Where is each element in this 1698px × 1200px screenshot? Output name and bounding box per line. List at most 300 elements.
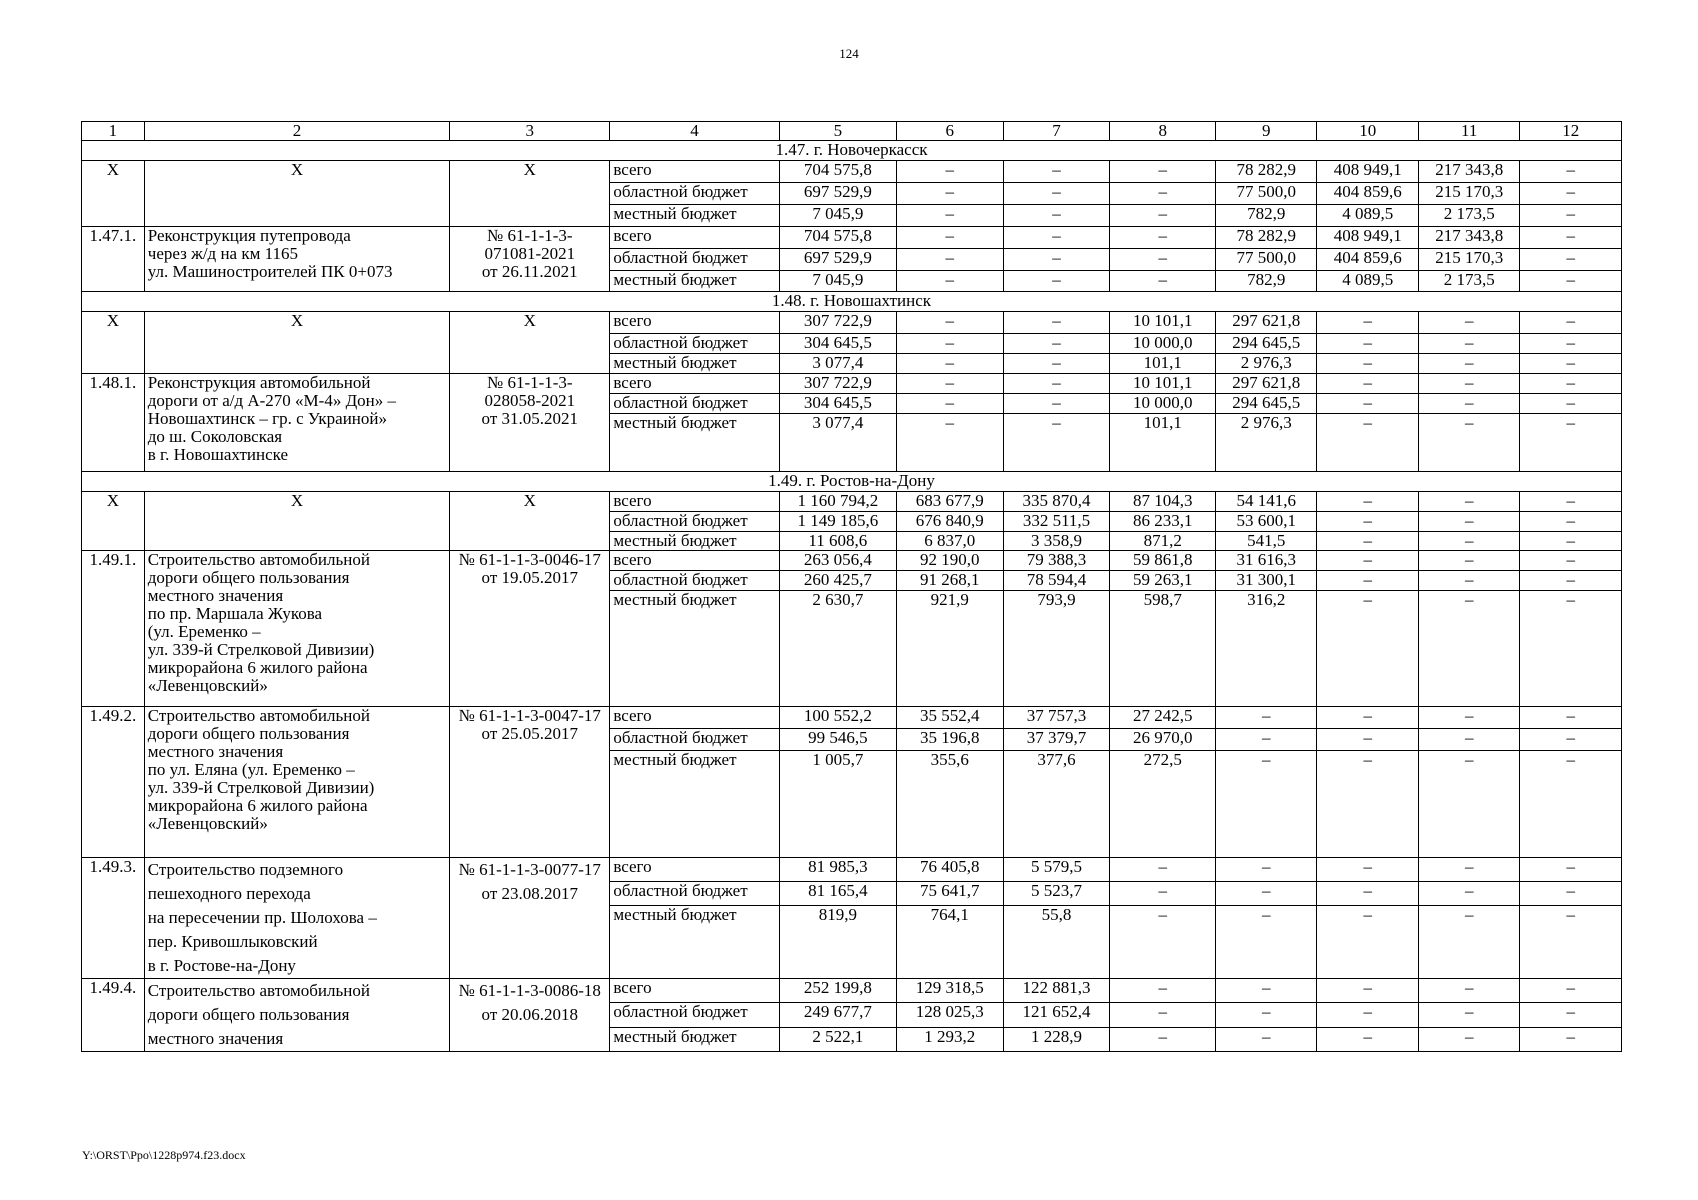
amount-cell: –: [1520, 591, 1622, 707]
amount-cell: 764,1: [896, 906, 1003, 979]
object-name-line: пер. Кривошлыковский: [147, 932, 318, 951]
expertise-reference-line: от 19.05.2017: [481, 568, 579, 587]
object-name-line: через ж/д на км 1165: [147, 244, 298, 263]
table-row: [82, 858, 1622, 882]
amount-cell: –: [896, 271, 1003, 292]
amount-cell: –: [1520, 312, 1622, 334]
table-row: [82, 227, 1622, 249]
amount-cell: 35 196,8: [896, 729, 1003, 751]
column-header: 9: [1216, 122, 1317, 141]
object-name-line: «Левенцовский»: [147, 676, 268, 695]
funding-source: всего: [610, 707, 779, 729]
amount-cell: 404 859,6: [1317, 183, 1418, 205]
object-name-line: местного значения: [147, 586, 284, 605]
amount-cell: 10 000,0: [1110, 394, 1216, 414]
amount-cell: –: [1003, 312, 1110, 334]
amount-cell: –: [1418, 979, 1519, 1003]
column-header: 10: [1317, 122, 1418, 141]
amount-cell: 129 318,5: [896, 979, 1003, 1003]
amount-cell: –: [1520, 249, 1622, 271]
amount-cell: –: [1317, 354, 1418, 374]
funding-source: местный бюджет: [610, 354, 779, 374]
amount-cell: 4 089,5: [1317, 271, 1418, 292]
amount-cell: 3 358,9: [1003, 532, 1110, 551]
expertise-reference-line: X: [523, 160, 536, 179]
amount-cell: 307 722,9: [779, 374, 896, 394]
amount-cell: –: [1520, 906, 1622, 979]
amount-cell: –: [1003, 374, 1110, 394]
amount-cell: 683 677,9: [896, 492, 1003, 512]
amount-cell: –: [1418, 374, 1519, 394]
amount-cell: 31 616,3: [1216, 551, 1317, 571]
amount-cell: 1 228,9: [1003, 1027, 1110, 1051]
item-number: 1.49.1.: [82, 551, 145, 707]
amount-cell: 101,1: [1110, 354, 1216, 374]
expertise-reference-line: от 23.08.2017: [481, 884, 579, 903]
amount-cell: –: [1216, 858, 1317, 882]
object-name-line: местного значения: [147, 742, 284, 761]
amount-cell: 819,9: [779, 906, 896, 979]
table-row: [82, 312, 1622, 334]
amount-cell: –: [1418, 906, 1519, 979]
amount-cell: –: [1003, 354, 1110, 374]
item-number: X: [82, 492, 145, 551]
amount-cell: –: [1317, 707, 1418, 729]
amount-cell: –: [896, 205, 1003, 227]
amount-cell: –: [1003, 205, 1110, 227]
amount-cell: 6 837,0: [896, 532, 1003, 551]
table-body: [82, 122, 1622, 1052]
amount-cell: 1 160 794,2: [779, 492, 896, 512]
amount-cell: 297 621,8: [1216, 374, 1317, 394]
amount-cell: 78 282,9: [1216, 227, 1317, 249]
object-name-line: X: [290, 160, 304, 179]
funding-source: местный бюджет: [610, 1027, 779, 1051]
amount-cell: –: [896, 374, 1003, 394]
funding-source: местный бюджет: [610, 532, 779, 551]
funding-source: местный бюджет: [610, 591, 779, 707]
funding-source: местный бюджет: [610, 906, 779, 979]
amount-cell: 10 000,0: [1110, 334, 1216, 354]
amount-cell: 2 173,5: [1418, 205, 1519, 227]
amount-cell: 782,9: [1216, 271, 1317, 292]
amount-cell: –: [1216, 707, 1317, 729]
amount-cell: –: [1520, 161, 1622, 183]
amount-cell: 86 233,1: [1110, 512, 1216, 532]
amount-cell: –: [1317, 394, 1418, 414]
column-number-header-row: [82, 122, 1622, 141]
amount-cell: –: [1520, 271, 1622, 292]
object-name-line: Строительство автомобильной: [147, 981, 370, 1000]
amount-cell: 77 500,0: [1216, 249, 1317, 271]
amount-cell: 54 141,6: [1216, 492, 1317, 512]
amount-cell: –: [1003, 227, 1110, 249]
expertise-reference-line: 071081-2021: [484, 244, 576, 263]
amount-cell: –: [1216, 882, 1317, 906]
amount-cell: –: [1317, 571, 1418, 591]
section-title: 1.49. г. Ростов-на-Дону: [82, 472, 1622, 492]
object-name-line: микрорайона 6 жилого района: [147, 658, 368, 677]
column-header: 8: [1110, 122, 1216, 141]
object-name-line: X: [290, 311, 304, 330]
object-name: [144, 551, 449, 707]
amount-cell: 77 500,0: [1216, 183, 1317, 205]
amount-cell: –: [1520, 1027, 1622, 1051]
amount-cell: –: [1418, 858, 1519, 882]
amount-cell: –: [1110, 183, 1216, 205]
amount-cell: 697 529,9: [779, 183, 896, 205]
amount-cell: –: [1520, 858, 1622, 882]
section-row: [82, 472, 1622, 492]
amount-cell: 316,2: [1216, 591, 1317, 707]
amount-cell: 7 045,9: [779, 271, 896, 292]
expertise-reference-line: от 26.11.2021: [481, 262, 578, 281]
amount-cell: –: [1110, 205, 1216, 227]
amount-cell: 704 575,8: [779, 227, 896, 249]
amount-cell: –: [1216, 751, 1317, 858]
amount-cell: –: [1520, 751, 1622, 858]
amount-cell: –: [1317, 551, 1418, 571]
amount-cell: –: [1317, 374, 1418, 394]
expertise-reference-line: № 61-1-1-3-0047-17: [458, 706, 601, 725]
object-name-line: до ш. Соколовская: [147, 427, 283, 446]
funding-source: местный бюджет: [610, 271, 779, 292]
amount-cell: 37 379,7: [1003, 729, 1110, 751]
object-name-line: в г. Ростове-на-Дону: [147, 956, 296, 975]
amount-cell: –: [1110, 882, 1216, 906]
expertise-reference: [450, 161, 610, 227]
amount-cell: –: [1520, 205, 1622, 227]
table-row: [82, 492, 1622, 512]
object-name-line: по пр. Маршала Жукова: [147, 604, 323, 623]
amount-cell: 27 242,5: [1110, 707, 1216, 729]
amount-cell: –: [1003, 161, 1110, 183]
funding-source: областной бюджет: [610, 183, 779, 205]
amount-cell: 91 268,1: [896, 571, 1003, 591]
table-row: [82, 707, 1622, 729]
amount-cell: 252 199,8: [779, 979, 896, 1003]
amount-cell: –: [1520, 227, 1622, 249]
amount-cell: –: [1520, 532, 1622, 551]
amount-cell: –: [1520, 374, 1622, 394]
amount-cell: 304 645,5: [779, 394, 896, 414]
amount-cell: –: [1110, 1003, 1216, 1027]
amount-cell: 76 405,8: [896, 858, 1003, 882]
amount-cell: –: [1520, 571, 1622, 591]
amount-cell: 5 579,5: [1003, 858, 1110, 882]
amount-cell: 598,7: [1110, 591, 1216, 707]
amount-cell: 249 677,7: [779, 1003, 896, 1027]
amount-cell: –: [1418, 354, 1519, 374]
amount-cell: –: [896, 161, 1003, 183]
amount-cell: 297 621,8: [1216, 312, 1317, 334]
amount-cell: –: [1520, 729, 1622, 751]
object-name: [144, 707, 449, 858]
amount-cell: 217 343,8: [1418, 227, 1519, 249]
amount-cell: 704 575,8: [779, 161, 896, 183]
amount-cell: 697 529,9: [779, 249, 896, 271]
amount-cell: –: [1418, 551, 1519, 571]
amount-cell: –: [1418, 591, 1519, 707]
amount-cell: 294 645,5: [1216, 394, 1317, 414]
item-number: X: [82, 161, 145, 227]
amount-cell: 2 976,3: [1216, 354, 1317, 374]
amount-cell: –: [1110, 227, 1216, 249]
amount-cell: 87 104,3: [1110, 492, 1216, 512]
amount-cell: –: [1216, 1003, 1317, 1027]
table-row: [82, 161, 1622, 183]
expertise-reference: [450, 492, 610, 551]
amount-cell: –: [1520, 414, 1622, 472]
amount-cell: 404 859,6: [1317, 249, 1418, 271]
funding-source: областной бюджет: [610, 512, 779, 532]
expertise-reference-line: № 61-1-1-3-0077-17: [458, 860, 601, 879]
amount-cell: 272,5: [1110, 751, 1216, 858]
amount-cell: 1 293,2: [896, 1027, 1003, 1051]
expertise-reference-line: № 61-1-1-3-: [486, 226, 573, 245]
amount-cell: 3 077,4: [779, 354, 896, 374]
amount-cell: –: [1317, 1027, 1418, 1051]
item-number: 1.49.3.: [82, 858, 145, 979]
amount-cell: 793,9: [1003, 591, 1110, 707]
object-name-line: Строительство автомобильной: [147, 706, 370, 725]
expertise-reference-line: от 25.05.2017: [481, 724, 579, 743]
object-name-line: дороги общего пользования: [147, 568, 350, 587]
expertise-reference: [450, 227, 610, 292]
column-header: 4: [610, 122, 779, 141]
expertise-reference: [450, 312, 610, 374]
amount-cell: –: [1520, 882, 1622, 906]
amount-cell: –: [1520, 394, 1622, 414]
funding-source: местный бюджет: [610, 414, 779, 472]
amount-cell: 81 985,3: [779, 858, 896, 882]
amount-cell: –: [1110, 979, 1216, 1003]
amount-cell: 26 970,0: [1110, 729, 1216, 751]
object-name: [144, 858, 449, 979]
amount-cell: –: [896, 414, 1003, 472]
amount-cell: 4 089,5: [1317, 205, 1418, 227]
amount-cell: 7 045,9: [779, 205, 896, 227]
amount-cell: 31 300,1: [1216, 571, 1317, 591]
financing-table: [81, 121, 1622, 1052]
object-name: [144, 227, 449, 292]
object-name-line: на пересечении пр. Шолохова –: [147, 908, 377, 927]
expertise-reference-line: X: [523, 311, 536, 330]
object-name-line: Реконструкция автомобильной: [147, 373, 371, 392]
amount-cell: –: [1418, 492, 1519, 512]
amount-cell: 35 552,4: [896, 707, 1003, 729]
amount-cell: 55,8: [1003, 906, 1110, 979]
amount-cell: 676 840,9: [896, 512, 1003, 532]
amount-cell: –: [1003, 183, 1110, 205]
funding-source: всего: [610, 161, 779, 183]
amount-cell: 2 173,5: [1418, 271, 1519, 292]
amount-cell: 260 425,7: [779, 571, 896, 591]
funding-source: всего: [610, 492, 779, 512]
expertise-reference: [450, 858, 610, 979]
column-header: 1: [82, 122, 145, 141]
amount-cell: –: [1520, 1003, 1622, 1027]
amount-cell: 332 511,5: [1003, 512, 1110, 532]
funding-source: всего: [610, 858, 779, 882]
funding-source: всего: [610, 979, 779, 1003]
amount-cell: 5 523,7: [1003, 882, 1110, 906]
amount-cell: 59 861,8: [1110, 551, 1216, 571]
amount-cell: 2 522,1: [779, 1027, 896, 1051]
amount-cell: –: [1003, 334, 1110, 354]
funding-source: областной бюджет: [610, 249, 779, 271]
amount-cell: 215 170,3: [1418, 183, 1519, 205]
amount-cell: –: [1317, 858, 1418, 882]
amount-cell: –: [1418, 414, 1519, 472]
footer-file-path: Y:\ORST\Ppo\1228p974.f23.docx: [82, 1148, 246, 1162]
expertise-reference-line: от 20.06.2018: [481, 1005, 579, 1024]
object-name-line: микрорайона 6 жилого района: [147, 796, 368, 815]
object-name-line: Реконструкция путепровода: [147, 226, 351, 245]
amount-cell: –: [1317, 414, 1418, 472]
amount-cell: –: [896, 183, 1003, 205]
amount-cell: 2 630,7: [779, 591, 896, 707]
object-name-line: (ул. Еременко –: [147, 622, 261, 641]
column-header: 2: [144, 122, 449, 141]
amount-cell: –: [1317, 492, 1418, 512]
funding-source: всего: [610, 312, 779, 334]
amount-cell: 81 165,4: [779, 882, 896, 906]
amount-cell: 78 282,9: [1216, 161, 1317, 183]
amount-cell: 782,9: [1216, 205, 1317, 227]
amount-cell: 99 546,5: [779, 729, 896, 751]
object-name-line: ул. 339-й Стрелковой Дивизии): [147, 778, 375, 797]
amount-cell: –: [1110, 161, 1216, 183]
expertise-reference: [450, 707, 610, 858]
section-title: 1.48. г. Новошахтинск: [82, 292, 1622, 312]
amount-cell: –: [1418, 532, 1519, 551]
amount-cell: 215 170,3: [1418, 249, 1519, 271]
amount-cell: –: [1110, 906, 1216, 979]
amount-cell: –: [1317, 751, 1418, 858]
object-name-line: местного значения: [147, 1029, 284, 1048]
object-name-line: ул. 339-й Стрелковой Дивизии): [147, 640, 375, 659]
table-row: [82, 374, 1622, 394]
amount-cell: 101,1: [1110, 414, 1216, 472]
table-row: [82, 979, 1622, 1003]
amount-cell: –: [1418, 394, 1519, 414]
object-name-line: дороги общего пользования: [147, 724, 350, 743]
amount-cell: –: [1418, 312, 1519, 334]
object-name: [144, 161, 449, 227]
expertise-reference-line: № 61-1-1-3-0046-17: [458, 550, 601, 569]
object-name-line: в г. Новошахтинске: [147, 445, 289, 464]
item-number: 1.48.1.: [82, 374, 145, 472]
amount-cell: –: [896, 249, 1003, 271]
amount-cell: –: [1418, 751, 1519, 858]
amount-cell: 304 645,5: [779, 334, 896, 354]
object-name: [144, 374, 449, 472]
amount-cell: –: [1317, 591, 1418, 707]
column-header: 6: [896, 122, 1003, 141]
amount-cell: –: [1216, 1027, 1317, 1051]
column-header: 5: [779, 122, 896, 141]
amount-cell: 10 101,1: [1110, 374, 1216, 394]
amount-cell: 1 149 185,6: [779, 512, 896, 532]
object-name: [144, 979, 449, 1052]
amount-cell: –: [1110, 271, 1216, 292]
object-name-line: Строительство подземного: [147, 860, 344, 879]
amount-cell: –: [1418, 707, 1519, 729]
item-number: 1.49.2.: [82, 707, 145, 858]
funding-source: областной бюджет: [610, 729, 779, 751]
amount-cell: –: [1520, 183, 1622, 205]
expertise-reference-line: 028058-2021: [484, 391, 576, 410]
amount-cell: 100 552,2: [779, 707, 896, 729]
object-name-line: «Левенцовский»: [147, 814, 268, 833]
amount-cell: –: [896, 394, 1003, 414]
amount-cell: –: [1317, 729, 1418, 751]
funding-source: всего: [610, 551, 779, 571]
amount-cell: 294 645,5: [1216, 334, 1317, 354]
amount-cell: 122 881,3: [1003, 979, 1110, 1003]
amount-cell: –: [1317, 334, 1418, 354]
amount-cell: 408 949,1: [1317, 227, 1418, 249]
amount-cell: –: [1520, 492, 1622, 512]
object-name-line: ул. Машиностроителей ПК 0+073: [147, 262, 393, 281]
amount-cell: –: [1216, 979, 1317, 1003]
amount-cell: 871,2: [1110, 532, 1216, 551]
expertise-reference-line: № 61-1-1-3-0086-18: [458, 981, 601, 1000]
object-name-line: по ул. Еляна (ул. Еременко –: [147, 760, 355, 779]
amount-cell: 263 056,4: [779, 551, 896, 571]
amount-cell: 78 594,4: [1003, 571, 1110, 591]
amount-cell: 217 343,8: [1418, 161, 1519, 183]
column-header: 12: [1520, 122, 1622, 141]
amount-cell: 11 608,6: [779, 532, 896, 551]
object-name-line: пешеходного перехода: [147, 884, 311, 903]
item-number: X: [82, 312, 145, 374]
funding-source: местный бюджет: [610, 205, 779, 227]
amount-cell: –: [1110, 858, 1216, 882]
amount-cell: 335 870,4: [1003, 492, 1110, 512]
funding-source: областной бюджет: [610, 882, 779, 906]
amount-cell: –: [896, 334, 1003, 354]
expertise-reference-line: № 61-1-1-3-: [486, 373, 573, 392]
section-row: [82, 141, 1622, 161]
object-name: [144, 312, 449, 374]
funding-source: областной бюджет: [610, 334, 779, 354]
amount-cell: –: [1418, 729, 1519, 751]
amount-cell: –: [1520, 354, 1622, 374]
amount-cell: –: [1110, 1027, 1216, 1051]
amount-cell: –: [1003, 414, 1110, 472]
amount-cell: –: [896, 312, 1003, 334]
amount-cell: –: [1418, 512, 1519, 532]
amount-cell: 10 101,1: [1110, 312, 1216, 334]
amount-cell: –: [1003, 394, 1110, 414]
amount-cell: 79 388,3: [1003, 551, 1110, 571]
amount-cell: –: [1317, 1003, 1418, 1027]
funding-source: областной бюджет: [610, 394, 779, 414]
amount-cell: –: [1520, 979, 1622, 1003]
amount-cell: –: [1418, 334, 1519, 354]
page-number: 124: [839, 46, 859, 61]
object-name: [144, 492, 449, 551]
expertise-reference: [450, 374, 610, 472]
amount-cell: –: [1317, 532, 1418, 551]
amount-cell: 37 757,3: [1003, 707, 1110, 729]
amount-cell: 355,6: [896, 751, 1003, 858]
expertise-reference: [450, 551, 610, 707]
amount-cell: –: [1317, 979, 1418, 1003]
item-number: 1.49.4.: [82, 979, 145, 1052]
